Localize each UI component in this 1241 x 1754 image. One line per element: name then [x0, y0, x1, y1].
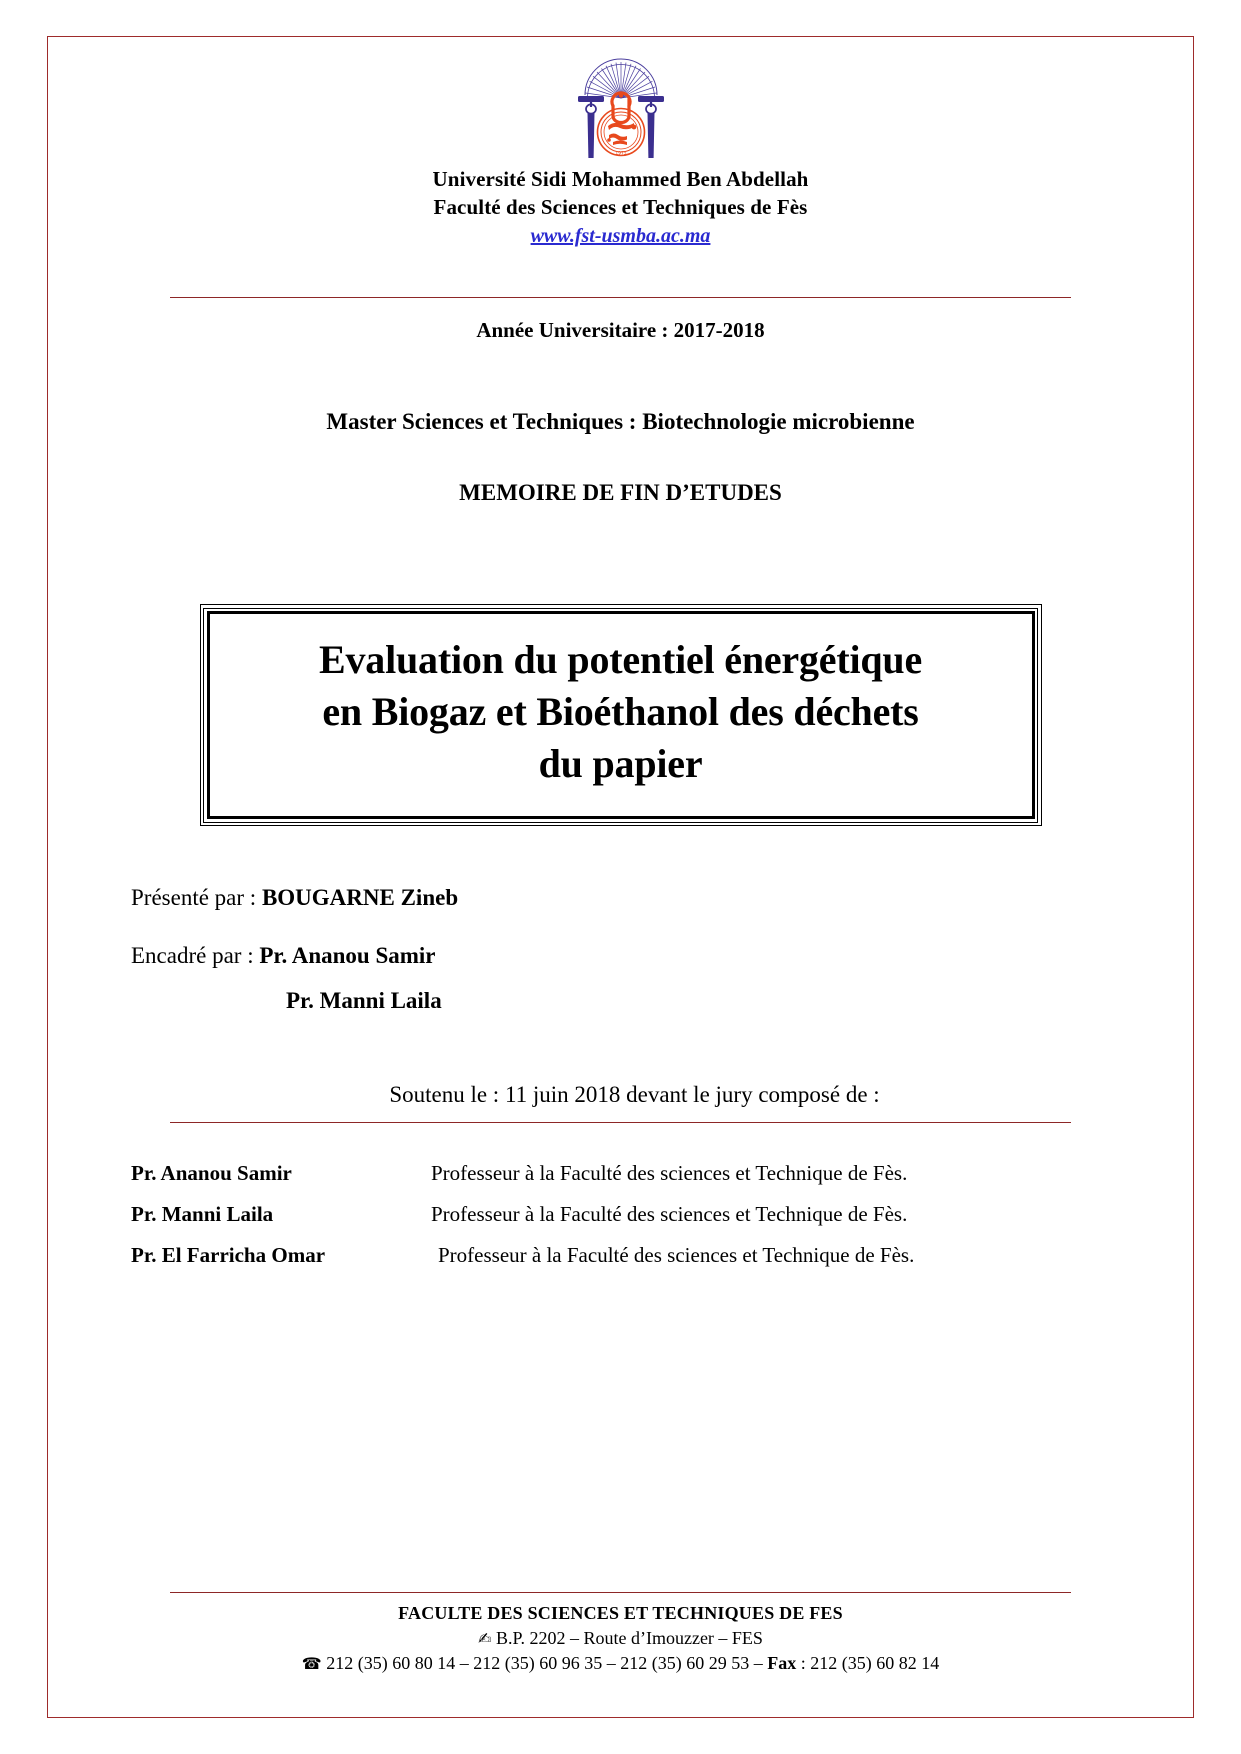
footer-fax-number: : 212 (35) 60 82 14: [796, 1653, 940, 1673]
telephone-icon: ☎: [301, 1654, 322, 1673]
university-name: Université Sidi Mohammed Ben Abdellah: [432, 167, 809, 191]
thesis-title-box: [200, 604, 1042, 826]
document-type: MEMOIRE DE FIN D’ETUDES: [459, 480, 782, 506]
jury-row: [131, 1202, 1154, 1227]
people-block: [47, 884, 1194, 1013]
header-text-block: [47, 166, 1194, 251]
envelope-icon: ✍: [478, 1629, 492, 1648]
supervised-by-label: Encadré par :: [131, 943, 260, 969]
svg-text:1975: 1975: [614, 151, 627, 157]
footer-address: B.P. 2202 – Route d’Imouzzer – FES: [491, 1628, 763, 1648]
defense-date-line: Soutenu le : 11 juin 2018 devant le jury composé de :: [389, 1081, 880, 1107]
header-divider-rule: [170, 297, 1071, 298]
thesis-title-line-3: du papier: [538, 741, 703, 787]
thesis-title-line-1: Evaluation du potentiel énergétique: [318, 637, 923, 683]
jury-list: [47, 1161, 1194, 1268]
jury-member-role: Professeur à la Faculté des sciences et Technique de Fès.: [431, 1160, 908, 1185]
jury-member-name: Pr. Manni Laila: [131, 1201, 274, 1226]
footer-address-line: [47, 1628, 1194, 1649]
jury-row: [131, 1243, 1154, 1268]
university-emblem-icon: [556, 54, 686, 162]
thesis-title-line-2: en Biogaz et Bioéthanol des déchets: [322, 689, 919, 735]
faculty-website-link[interactable]: www.fst-usmba.ac.ma: [530, 225, 711, 248]
supervisor-1-name: Pr. Ananou Samir: [259, 943, 436, 969]
jury-member-name: Pr. Ananou Samir: [131, 1160, 292, 1185]
page-footer: [47, 1592, 1194, 1674]
footer-fax-label: Fax: [767, 1653, 797, 1673]
cover-page-content: [47, 36, 1194, 1718]
supervised-by-line: [131, 942, 1194, 970]
thesis-title-box-middle-border: [203, 608, 1038, 823]
footer-contact-line: [47, 1653, 1194, 1674]
supervisor-2-name: Pr. Manni Laila: [286, 987, 442, 1013]
logo-container: [47, 36, 1194, 162]
presented-by-line: [131, 884, 1194, 912]
footer-divider-rule: [170, 1592, 1071, 1593]
footer-institution: FACULTE DES SCIENCES ET TECHNIQUES DE FES: [398, 1603, 843, 1623]
jury-member-role: Professeur à la Faculté des sciences et Technique de Fès.: [438, 1242, 915, 1267]
jury-row: [131, 1161, 1154, 1186]
footer-phones: 212 (35) 60 80 14 – 212 (35) 60 96 35 – 212 (35) 60 29 53 –: [321, 1653, 768, 1673]
academic-year: Année Universitaire : 2017-2018: [476, 318, 765, 343]
presented-by-label: Présenté par :: [131, 885, 262, 911]
jury-member-role: Professeur à la Faculté des sciences et Technique de Fès.: [431, 1201, 908, 1226]
jury-member-name: Pr. El Farricha Omar: [131, 1242, 326, 1267]
thesis-title-box-inner-border: [207, 611, 1035, 819]
author-name: BOUGARNE Zineb: [261, 885, 459, 911]
program-name: Master Sciences et Techniques : Biotechnologie microbienne: [326, 409, 915, 435]
jury-divider-rule: [170, 1122, 1071, 1123]
faculty-name: Faculté des Sciences et Techniques de Fès: [433, 194, 808, 219]
